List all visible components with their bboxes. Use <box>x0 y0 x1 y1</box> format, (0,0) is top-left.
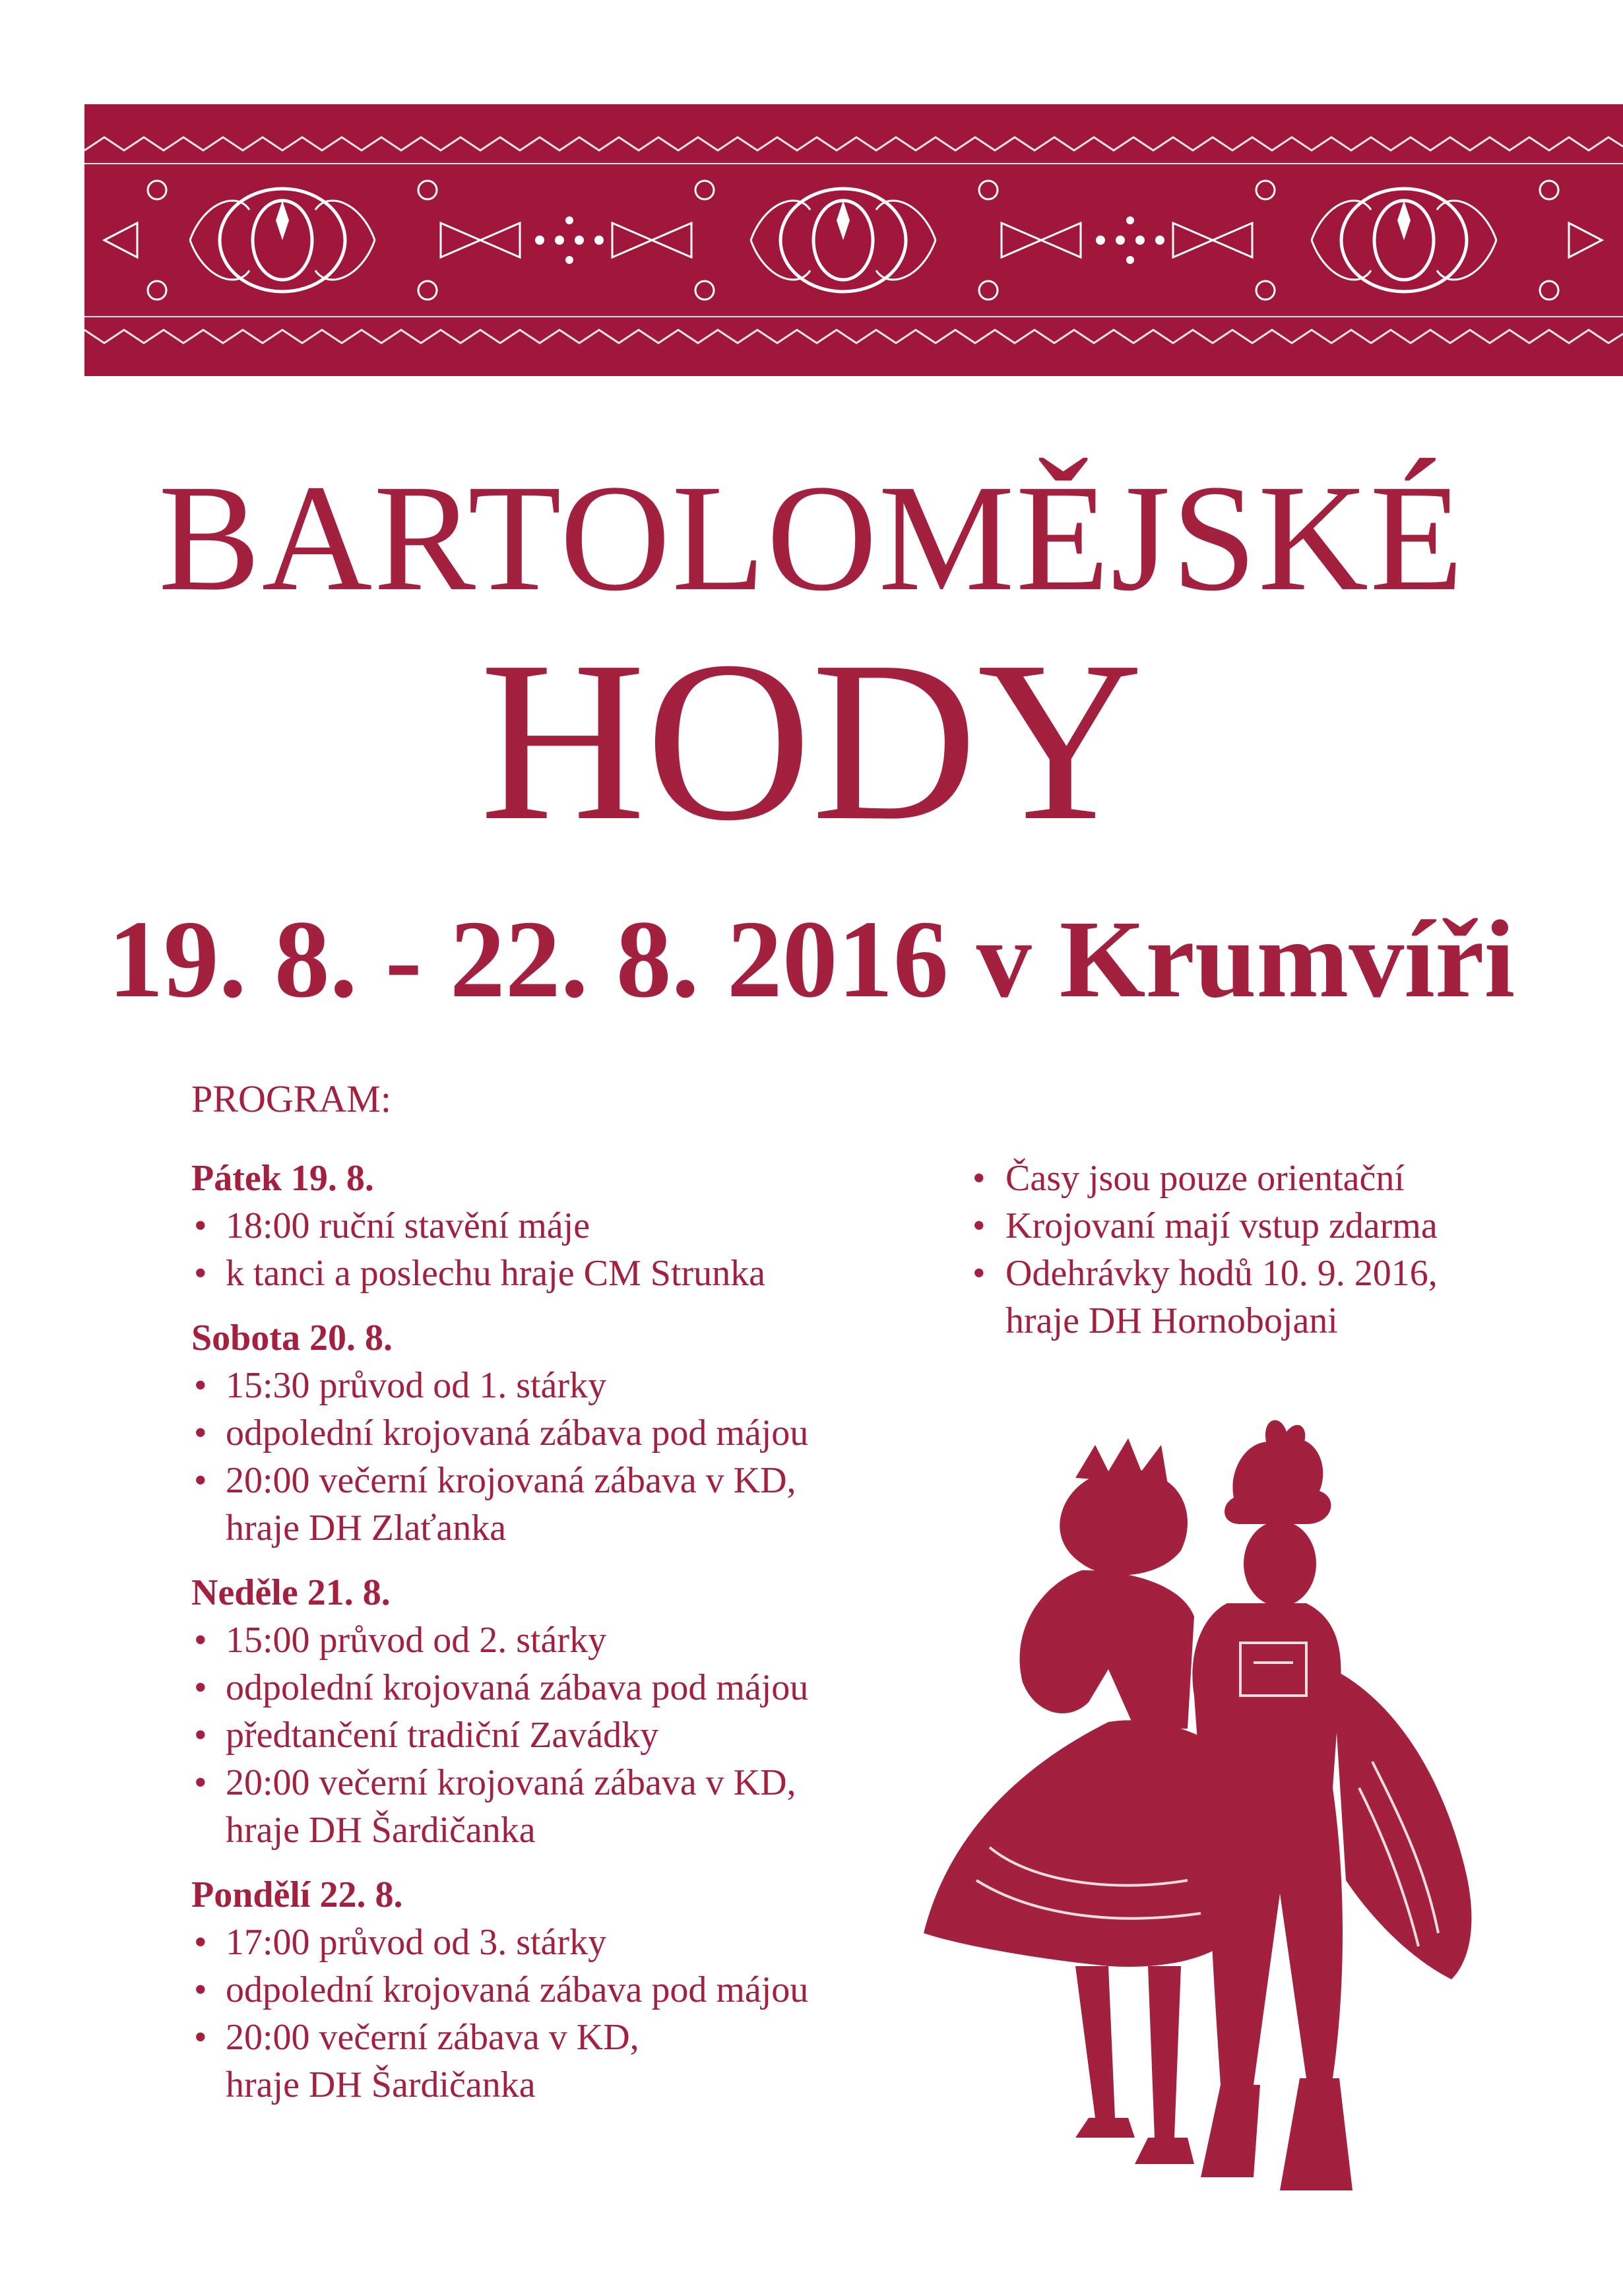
list-item: • 20:00 večerní krojovaná zábava v KD, hraje DH Zlaťanka <box>191 1457 983 1552</box>
program-schedule <box>191 1155 983 2126</box>
day-title: Neděle 21. 8. <box>191 1572 391 1613</box>
list-item: • 17:00 průvod od 3. stárky <box>191 1919 983 1966</box>
day-title: Pátek 19. 8. <box>191 1158 374 1199</box>
list-item: • 18:00 ruční stavění máje <box>191 1202 983 1250</box>
note-item: • Časy jsou pouze orientační <box>970 1155 1564 1202</box>
notes <box>970 1155 1564 1345</box>
event-list <box>191 1202 983 1297</box>
folk-ornament-banner <box>84 104 1623 376</box>
day-title: Pondělí 22. 8. <box>191 1874 403 1915</box>
list-item: • 15:30 průvod od 1. stárky <box>191 1362 983 1409</box>
list-item: • odpolední krojovaná zábava pod májou <box>191 1409 983 1457</box>
day-monday <box>191 1871 983 2109</box>
day-saturday <box>191 1314 983 1552</box>
dancing-couple-illustration <box>910 1419 1491 2204</box>
list-item: • 15:00 průvod od 2. stárky <box>191 1616 983 1664</box>
event-list <box>191 1362 983 1552</box>
day-title: Sobota 20. 8. <box>191 1318 393 1358</box>
note-item: • Odehrávky hodů 10. 9. 2016, hraje DH Hornobojani <box>970 1250 1564 1345</box>
day-friday <box>191 1155 983 1297</box>
list-item: • odpolední krojovaná zábava pod májou <box>191 1664 983 1711</box>
event-dates: 19. 8. - 22. 8. 2016 v Krumvíři <box>108 898 1515 1021</box>
notes-list <box>970 1155 1564 1345</box>
program-heading: PROGRAM: <box>191 1077 391 1120</box>
list-item: • k tanci a poslechu hraje CM Strunka <box>191 1250 983 1297</box>
list-item: • odpolední krojovaná zábava pod májou <box>191 1966 983 2014</box>
title-line-2: HODY <box>480 614 1143 868</box>
event-list <box>191 1616 983 1854</box>
day-sunday <box>191 1569 983 1854</box>
list-item: • 20:00 večerní zábava v KD, hraje DH Šardičanka <box>191 2014 983 2109</box>
note-item: • Krojovaní mají vstup zdarma <box>970 1202 1564 1250</box>
list-item: • 20:00 večerní krojovaná zábava v KD, hraje DH Šardičanka <box>191 1759 983 1854</box>
event-list <box>191 1919 983 2109</box>
title-line-1: BARTOLOMĚJSKÉ <box>158 453 1465 623</box>
list-item: • předtančení tradiční Zavádky <box>191 1711 983 1759</box>
